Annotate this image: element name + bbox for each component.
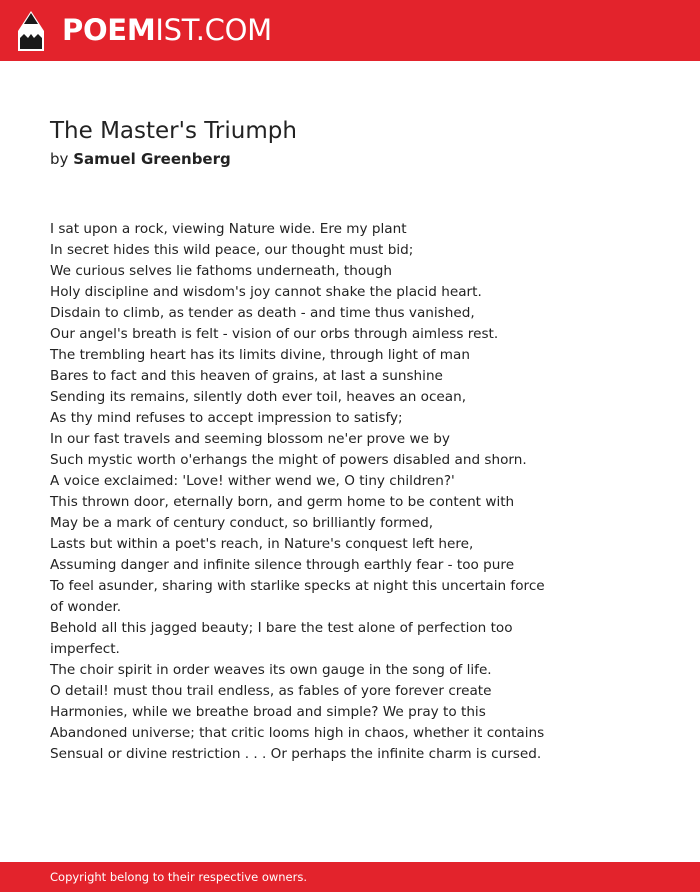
logo-text-bold: POEM: [62, 13, 156, 47]
poem-line: Sending its remains, silently doth ever toil, heaves an ocean,: [50, 389, 467, 405]
pencil-logo-icon[interactable]: [18, 11, 44, 51]
poem-line: May be a mark of century conduct, so brilliantly formed,: [50, 515, 434, 531]
by-label: by: [50, 150, 69, 168]
author-name: Samuel Greenberg: [73, 150, 231, 168]
poem-byline: [50, 148, 650, 170]
poem-body: [50, 219, 550, 765]
logo-text-light: IST.COM: [155, 13, 272, 47]
poem-line: As thy mind refuses to accept impression to satisfy;: [50, 410, 403, 426]
site-header: [0, 0, 700, 61]
poem-line: Harmonies, while we breathe broad and simple? We pray to this: [50, 704, 486, 720]
poem-line: Such mystic worth o'erhangs the might of powers disabled and shorn.: [50, 452, 527, 468]
poem-line: This thrown door, eternally born, and germ home to be content with: [50, 494, 515, 510]
poem-line: Sensual or divine restriction . . . Or perhaps the infinite charm is cursed.: [50, 746, 542, 762]
poem-line: Disdain to climb, as tender as death - and time thus vanished,: [50, 305, 475, 321]
poem-line: In secret hides this wild peace, our thought must bid;: [50, 242, 414, 258]
poem-line: The trembling heart has its limits divine, through light of man: [50, 347, 470, 363]
site-logo[interactable]: [62, 13, 272, 47]
poem-line: Behold all this jagged beauty; I bare the test alone of perfection too imperfect.: [50, 620, 513, 657]
poem-line: A voice exclaimed: 'Love! wither wend we, O tiny children?': [50, 473, 455, 489]
poem-title: The Master's Triumph: [50, 118, 297, 144]
poem-line: Our angel's breath is felt - vision of our orbs through aimless rest.: [50, 326, 499, 342]
poem-line: I sat upon a rock, viewing Nature wide. Ere my plant: [50, 221, 407, 237]
poem-line: Lasts but within a poet's reach, in Nature's conquest left here,: [50, 536, 474, 552]
poem-line: Bares to fact and this heaven of grains, at last a sunshine: [50, 368, 443, 384]
poem-line: O detail! must thou trail endless, as fables of yore forever create: [50, 683, 492, 699]
poem-line: Abandoned universe; that critic looms high in chaos, whether it contains: [50, 725, 545, 741]
site-footer: [0, 862, 700, 892]
poem-line: The choir spirit in order weaves its own gauge in the song of life.: [50, 662, 492, 678]
poem-content: [50, 116, 650, 765]
poem-line: Holy discipline and wisdom's joy cannot shake the placid heart.: [50, 284, 482, 300]
poem-line: To feel asunder, sharing with starlike specks at night this uncertain force of wonder.: [50, 578, 545, 615]
poem-line: We curious selves lie fathoms underneath, though: [50, 263, 393, 279]
copyright-text: Copyright belong to their respective owners.: [50, 870, 308, 884]
poem-line: Assuming danger and infinite silence through earthly fear - too pure: [50, 557, 515, 573]
poem-line: In our fast travels and seeming blossom ne'er prove we by: [50, 431, 450, 447]
